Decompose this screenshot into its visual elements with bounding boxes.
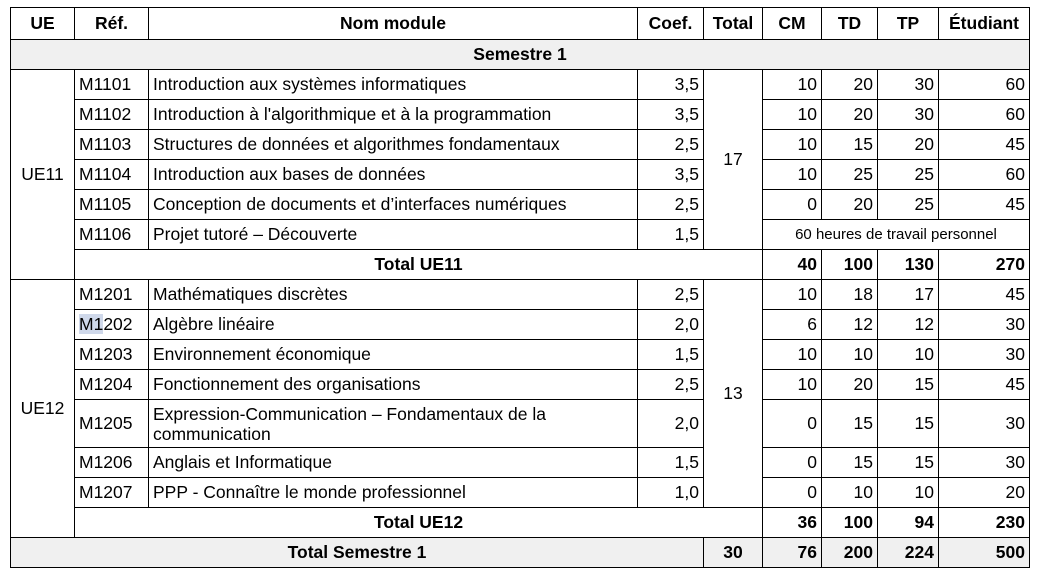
- module-td: 15: [822, 448, 878, 478]
- semester-total-coef: 30: [704, 538, 763, 568]
- module-td: 25: [822, 160, 878, 190]
- table-row: [11, 130, 1030, 160]
- ue12-label: UE12: [11, 280, 75, 538]
- module-name: Introduction à l'algorithmique et à la programmation: [149, 100, 638, 130]
- module-name: Mathématiques discrètes: [149, 280, 638, 310]
- header-coef: Coef.: [638, 8, 704, 40]
- header-row: [11, 8, 1030, 40]
- module-etudiant: 45: [939, 370, 1030, 400]
- module-etudiant: 60: [939, 70, 1030, 100]
- table-row: [11, 160, 1030, 190]
- ue12-total-tp: 94: [878, 508, 939, 538]
- module-ref: M1201: [75, 280, 149, 310]
- module-td: 20: [822, 70, 878, 100]
- ue11-total-tp: 130: [878, 250, 939, 280]
- module-ref: M1103: [75, 130, 149, 160]
- module-etudiant: 30: [939, 400, 1030, 448]
- module-coef: 1,5: [638, 340, 704, 370]
- ue12-total-etudiant: 230: [939, 508, 1030, 538]
- module-tp: 12: [878, 310, 939, 340]
- module-td: 18: [822, 280, 878, 310]
- header-nom-module: Nom module: [149, 8, 638, 40]
- module-tp: 20: [878, 130, 939, 160]
- module-cm: 6: [763, 310, 822, 340]
- module-tp: 15: [878, 448, 939, 478]
- module-name: Fonctionnement des organisations: [149, 370, 638, 400]
- header-tp: TP: [878, 8, 939, 40]
- module-etudiant: 20: [939, 478, 1030, 508]
- module-name: Expression-Communication – Fondamentaux de la communication: [149, 400, 638, 448]
- module-cm: 10: [763, 370, 822, 400]
- semester-total-row: [11, 538, 1030, 568]
- module-ref-rest: 202: [103, 314, 133, 334]
- module-ref: M1104: [75, 160, 149, 190]
- semester-title: Semestre 1: [11, 40, 1030, 70]
- module-name: Structures de données et algorithmes fondamentaux: [149, 130, 638, 160]
- text-selection-highlight: M1: [79, 314, 104, 334]
- ue12-total-coef: 13: [704, 280, 763, 508]
- module-etudiant: 45: [939, 190, 1030, 220]
- module-ref: M1205: [75, 400, 149, 448]
- module-name: Introduction aux bases de données: [149, 160, 638, 190]
- module-ref: M1102: [75, 100, 149, 130]
- header-total: Total: [704, 8, 763, 40]
- semester-total-etudiant: 500: [939, 538, 1030, 568]
- module-name: Anglais et Informatique: [149, 448, 638, 478]
- module-coef: 3,5: [638, 160, 704, 190]
- semester-total-cm: 76: [763, 538, 822, 568]
- semester-total-tp: 224: [878, 538, 939, 568]
- module-name: PPP - Connaître le monde professionnel: [149, 478, 638, 508]
- module-ref: M1204: [75, 370, 149, 400]
- ue11-total-cm: 40: [763, 250, 822, 280]
- module-etudiant: 45: [939, 130, 1030, 160]
- module-tp: 10: [878, 340, 939, 370]
- ue11-total-etudiant: 270: [939, 250, 1030, 280]
- table-row: [11, 448, 1030, 478]
- module-etudiant: 30: [939, 310, 1030, 340]
- table-row: [11, 370, 1030, 400]
- module-etudiant: 45: [939, 280, 1030, 310]
- module-tp: 30: [878, 70, 939, 100]
- ue12-total-td: 100: [822, 508, 878, 538]
- module-ref: M1207: [75, 478, 149, 508]
- ue11-total-row: [11, 250, 1030, 280]
- table-row: [11, 220, 1030, 250]
- module-tp: 10: [878, 478, 939, 508]
- header-td: TD: [822, 8, 878, 40]
- module-name: Conception de documents et d’interfaces numériques: [149, 190, 638, 220]
- ue11-total-label: Total UE11: [75, 250, 763, 280]
- module-etudiant: 30: [939, 340, 1030, 370]
- module-tp: 17: [878, 280, 939, 310]
- table-row: [11, 190, 1030, 220]
- module-cm: 0: [763, 190, 822, 220]
- module-tp: 25: [878, 160, 939, 190]
- module-coef: 3,5: [638, 70, 704, 100]
- module-ref: M1106: [75, 220, 149, 250]
- module-coef: 2,0: [638, 310, 704, 340]
- module-tp: 15: [878, 400, 939, 448]
- ue11-label: UE11: [11, 70, 75, 280]
- module-cm: 10: [763, 160, 822, 190]
- ue11-total-td: 100: [822, 250, 878, 280]
- module-etudiant: 30: [939, 448, 1030, 478]
- module-etudiant: 60: [939, 160, 1030, 190]
- ue12-total-row: [11, 508, 1030, 538]
- module-cm: 10: [763, 70, 822, 100]
- module-cm: 0: [763, 478, 822, 508]
- ue12-total-cm: 36: [763, 508, 822, 538]
- module-td: 20: [822, 190, 878, 220]
- module-etudiant: 60: [939, 100, 1030, 130]
- table-row: [11, 478, 1030, 508]
- module-coef: 2,5: [638, 280, 704, 310]
- header-ue: UE: [11, 8, 75, 40]
- module-td: 20: [822, 100, 878, 130]
- project-hours-note: 60 heures de travail personnel: [763, 220, 1030, 250]
- table-row: [11, 70, 1030, 100]
- module-tp: 30: [878, 100, 939, 130]
- module-table: [10, 7, 1030, 568]
- module-ref: [75, 310, 149, 340]
- module-td: 12: [822, 310, 878, 340]
- ue11-total-coef: 17: [704, 70, 763, 250]
- module-name: Projet tutoré – Découverte: [149, 220, 638, 250]
- module-td: 15: [822, 400, 878, 448]
- module-name: Algèbre linéaire: [149, 310, 638, 340]
- semester-row: [11, 40, 1030, 70]
- table-row: [11, 340, 1030, 370]
- header-ref: Réf.: [75, 8, 149, 40]
- module-ref: M1105: [75, 190, 149, 220]
- semester-total-td: 200: [822, 538, 878, 568]
- table-row: [11, 280, 1030, 310]
- module-ref: M1101: [75, 70, 149, 100]
- table-row: [11, 400, 1030, 448]
- module-coef: 1,5: [638, 448, 704, 478]
- module-ref: M1203: [75, 340, 149, 370]
- module-name: Environnement économique: [149, 340, 638, 370]
- module-coef: 2,5: [638, 370, 704, 400]
- module-coef: 2,5: [638, 190, 704, 220]
- module-ref: M1206: [75, 448, 149, 478]
- module-name: Introduction aux systèmes informatiques: [149, 70, 638, 100]
- module-coef: 1,0: [638, 478, 704, 508]
- module-tp: 25: [878, 190, 939, 220]
- module-coef: 3,5: [638, 100, 704, 130]
- ue12-total-label: Total UE12: [75, 508, 763, 538]
- module-tp: 15: [878, 370, 939, 400]
- module-cm: 10: [763, 130, 822, 160]
- module-td: 10: [822, 340, 878, 370]
- module-cm: 10: [763, 340, 822, 370]
- module-cm: 0: [763, 400, 822, 448]
- module-coef: 1,5: [638, 220, 704, 250]
- module-cm: 0: [763, 448, 822, 478]
- header-etudiant: Étudiant: [939, 8, 1030, 40]
- module-coef: 2,0: [638, 400, 704, 448]
- module-td: 20: [822, 370, 878, 400]
- semester-total-label: Total Semestre 1: [11, 538, 704, 568]
- module-cm: 10: [763, 280, 822, 310]
- module-td: 15: [822, 130, 878, 160]
- table-row: [11, 310, 1030, 340]
- header-cm: CM: [763, 8, 822, 40]
- module-td: 10: [822, 478, 878, 508]
- table-row: [11, 100, 1030, 130]
- module-coef: 2,5: [638, 130, 704, 160]
- module-cm: 10: [763, 100, 822, 130]
